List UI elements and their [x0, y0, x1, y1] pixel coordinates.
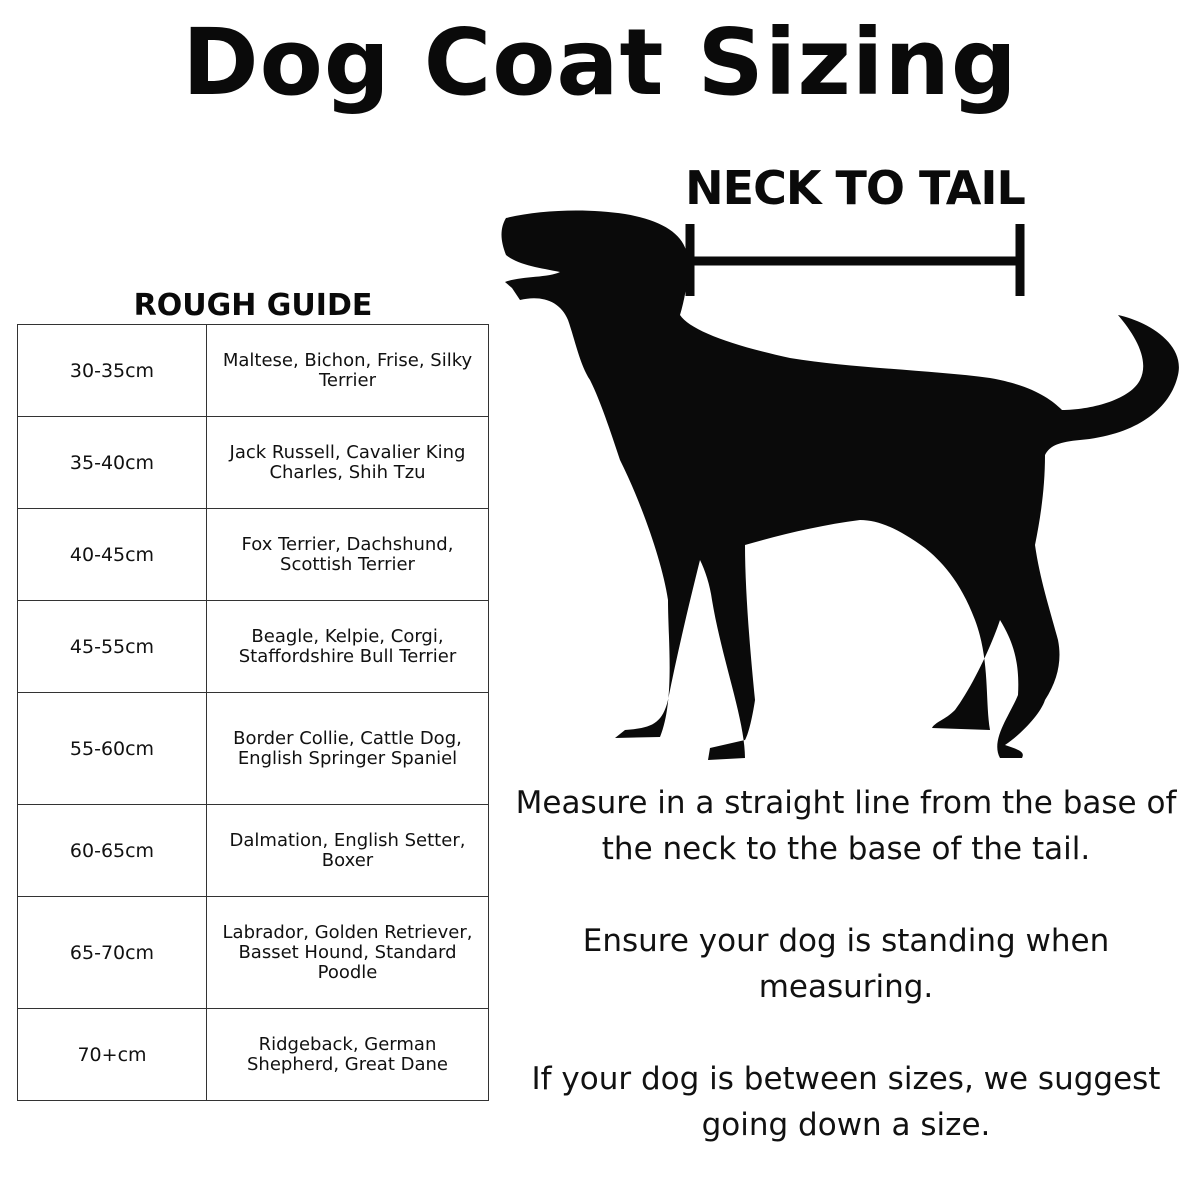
- dog-silhouette-icon: [502, 211, 1179, 760]
- instructions: [505, 780, 1187, 1194]
- size-cell: 45-55cm: [18, 601, 207, 693]
- size-cell: 55-60cm: [18, 693, 207, 805]
- measure-bracket: [690, 224, 1020, 296]
- neck-to-tail-label: NECK TO TAIL: [685, 161, 1025, 215]
- instruction-standing: Ensure your dog is standing when measuring.: [582, 923, 1110, 1005]
- breeds-cell: Maltese, Bichon, Frise, Silky Terrier: [207, 325, 489, 417]
- size-cell: 65-70cm: [18, 897, 207, 1009]
- breeds-cell: Ridgeback, German Shepherd, Great Dane: [207, 1009, 489, 1101]
- size-cell: 40-45cm: [18, 509, 207, 601]
- instruction-measure: Measure in a straight line from the base of the neck to the base of the tail.: [515, 785, 1177, 867]
- breeds-cell: Jack Russell, Cavalier King Charles, Shih Tzu: [207, 417, 489, 509]
- breeds-cell: Labrador, Golden Retriever, Basset Hound, Standard Poodle: [207, 897, 489, 1009]
- instruction-between-sizes: If your dog is between sizes, we suggest going down a size.: [531, 1061, 1161, 1143]
- size-cell: 35-40cm: [18, 417, 207, 509]
- size-cell: 70+cm: [18, 1009, 207, 1101]
- size-cell: 30-35cm: [18, 325, 207, 417]
- page-title: Dog Coat Sizing: [182, 9, 1018, 116]
- breeds-cell: Dalmation, English Setter, Boxer: [207, 805, 489, 897]
- size-cell: 60-65cm: [18, 805, 207, 897]
- breeds-cell: Border Collie, Cattle Dog, English Springer Spaniel: [207, 693, 489, 805]
- breeds-cell: Fox Terrier, Dachshund, Scottish Terrier: [207, 509, 489, 601]
- breeds-cell: Beagle, Kelpie, Corgi, Staffordshire Bull Terrier: [207, 601, 489, 693]
- guide-heading: ROUGH GUIDE: [133, 288, 373, 323]
